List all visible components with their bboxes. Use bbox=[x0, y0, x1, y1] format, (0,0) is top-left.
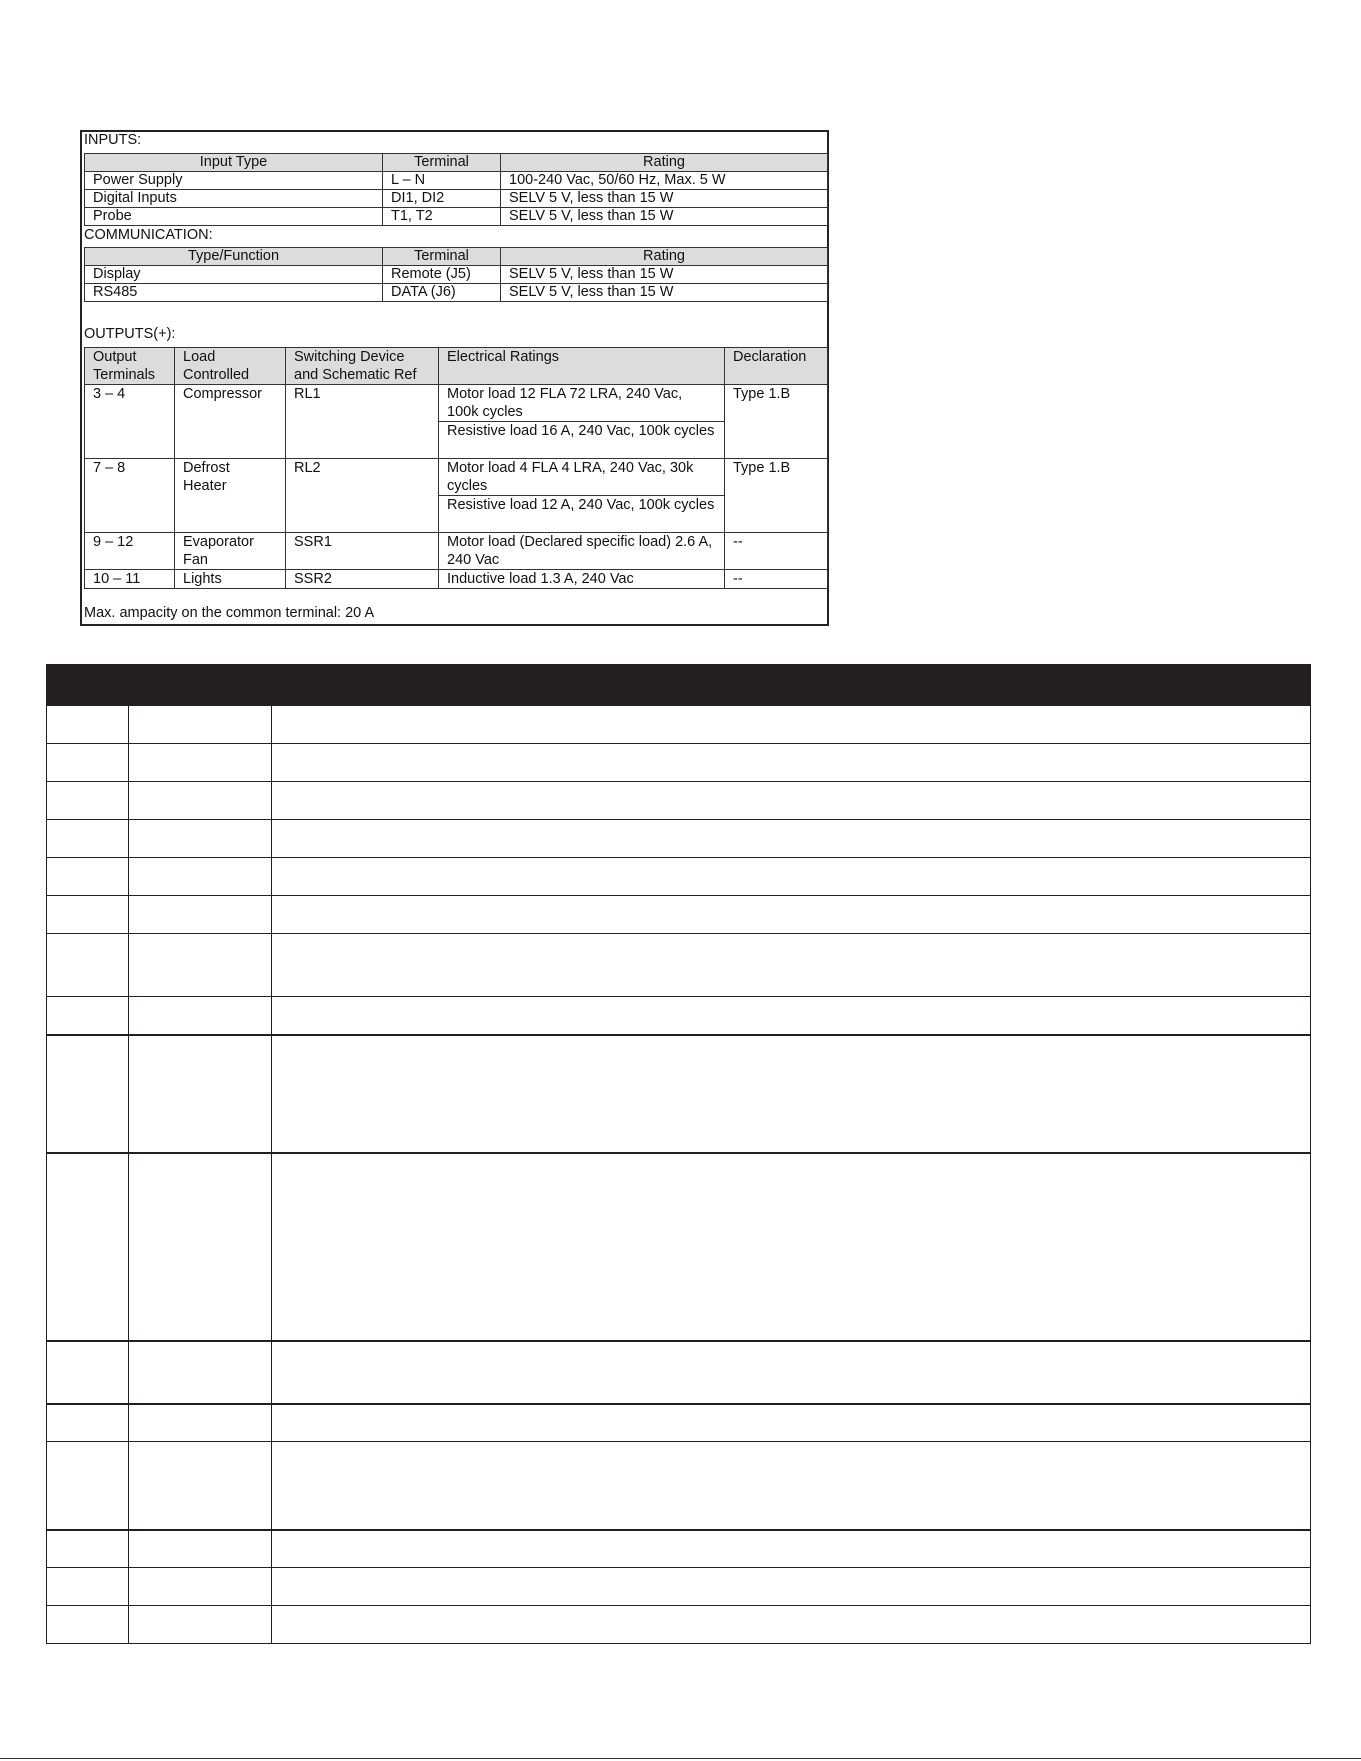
table-cell: 7 – 8 bbox=[85, 459, 175, 533]
table-cell: RL1 bbox=[286, 385, 439, 459]
table-cell: T1, T2 bbox=[383, 208, 501, 226]
table-cell: RL2 bbox=[286, 459, 439, 533]
table-cell bbox=[47, 934, 129, 997]
table-cell: SELV 5 V, less than 15 W bbox=[501, 284, 828, 302]
table-cell bbox=[272, 934, 1311, 997]
table-cell: Power Supply bbox=[85, 172, 383, 190]
table-cell: SSR2 bbox=[286, 570, 439, 589]
table-cell: 3 – 4 bbox=[85, 385, 175, 459]
table-cell bbox=[129, 934, 272, 997]
column-header: Terminal bbox=[383, 154, 501, 172]
table-row bbox=[47, 1568, 1311, 1606]
table-cell bbox=[272, 1153, 1311, 1341]
table-cell: Motor load 4 FLA 4 LRA, 240 Vac, 30k cycles bbox=[439, 459, 725, 496]
table-header-row bbox=[85, 348, 828, 385]
table-row bbox=[47, 1530, 1311, 1568]
table-header-row bbox=[85, 248, 828, 266]
table-cell bbox=[272, 744, 1311, 782]
table-row bbox=[85, 284, 828, 302]
table-cell bbox=[129, 1606, 272, 1644]
inputs-title: INPUTS: bbox=[84, 132, 142, 148]
column-header: Rating bbox=[501, 154, 828, 172]
table-row bbox=[85, 570, 828, 589]
common-terminal-note: Max. ampacity on the common terminal: 20 A bbox=[84, 605, 375, 621]
table-cell bbox=[272, 706, 1311, 744]
column-header bbox=[129, 665, 272, 706]
table-cell bbox=[129, 706, 272, 744]
table-cell: Motor load 12 FLA 72 LRA, 240 Vac, 100k cycles bbox=[439, 385, 725, 422]
table-cell: -- bbox=[725, 570, 828, 589]
table-cell bbox=[47, 744, 129, 782]
table-row bbox=[47, 1442, 1311, 1530]
table-cell: SELV 5 V, less than 15 W bbox=[501, 266, 828, 284]
table-cell: 100-240 Vac, 50/60 Hz, Max. 5 W bbox=[501, 172, 828, 190]
table-row bbox=[47, 997, 1311, 1035]
outputs-table bbox=[84, 347, 828, 589]
table-cell bbox=[129, 1442, 272, 1530]
table-cell bbox=[272, 858, 1311, 896]
table-cell bbox=[129, 858, 272, 896]
table-row bbox=[47, 782, 1311, 820]
table-cell bbox=[47, 1530, 129, 1568]
table-cell bbox=[272, 1442, 1311, 1530]
table-cell bbox=[129, 820, 272, 858]
table-cell bbox=[47, 1404, 129, 1442]
table-cell bbox=[47, 858, 129, 896]
table-cell bbox=[272, 1530, 1311, 1568]
table-cell bbox=[129, 782, 272, 820]
table-cell: Resistive load 12 A, 240 Vac, 100k cycles bbox=[439, 496, 725, 533]
table-row bbox=[47, 1404, 1311, 1442]
table-cell bbox=[272, 782, 1311, 820]
table-cell bbox=[47, 1442, 129, 1530]
table-cell bbox=[272, 896, 1311, 934]
page-footer-rule bbox=[0, 1758, 1361, 1759]
table-cell bbox=[272, 1404, 1311, 1442]
table-cell: DI1, DI2 bbox=[383, 190, 501, 208]
column-header: Input Type bbox=[85, 154, 383, 172]
table-row bbox=[85, 172, 828, 190]
column-header: Electrical Ratings bbox=[439, 348, 725, 385]
table-cell bbox=[129, 744, 272, 782]
column-header bbox=[272, 665, 1311, 706]
table-cell bbox=[129, 1153, 272, 1341]
table-row bbox=[85, 190, 828, 208]
table-cell: Defrost Heater bbox=[175, 459, 286, 533]
column-header: Type/Function bbox=[85, 248, 383, 266]
electrical-spec-box bbox=[80, 130, 829, 626]
column-header: Switching Device and Schematic Ref bbox=[286, 348, 439, 385]
table-row bbox=[47, 1606, 1311, 1644]
table-row bbox=[85, 533, 828, 570]
table-cell bbox=[129, 1035, 272, 1153]
table-cell: RS485 bbox=[85, 284, 383, 302]
table-cell: Remote (J5) bbox=[383, 266, 501, 284]
table-cell bbox=[47, 1153, 129, 1341]
table-row bbox=[47, 1153, 1311, 1341]
table-cell bbox=[47, 1568, 129, 1606]
table-cell: Probe bbox=[85, 208, 383, 226]
table-cell bbox=[47, 706, 129, 744]
column-header: Load Controlled bbox=[175, 348, 286, 385]
column-header: Terminal bbox=[383, 248, 501, 266]
column-header: Output Terminals bbox=[85, 348, 175, 385]
table-cell bbox=[129, 1341, 272, 1404]
table-header-row bbox=[47, 665, 1311, 706]
table-row bbox=[47, 1341, 1311, 1404]
outputs-title: OUTPUTS(+): bbox=[84, 326, 176, 342]
table-cell: Inductive load 1.3 A, 240 Vac bbox=[439, 570, 725, 589]
table-row bbox=[47, 744, 1311, 782]
blank-form-table bbox=[46, 664, 1311, 1644]
table-cell bbox=[272, 997, 1311, 1035]
column-header: Declaration bbox=[725, 348, 828, 385]
table-cell bbox=[272, 820, 1311, 858]
table-cell: 9 – 12 bbox=[85, 533, 175, 570]
table-cell bbox=[47, 1035, 129, 1153]
table-cell bbox=[47, 1341, 129, 1404]
table-row bbox=[85, 266, 828, 284]
table-cell: Digital Inputs bbox=[85, 190, 383, 208]
table-cell: Type 1.B bbox=[725, 385, 828, 459]
table-row bbox=[47, 934, 1311, 997]
table-row bbox=[85, 385, 828, 422]
table-cell: -- bbox=[725, 533, 828, 570]
table-cell: Evaporator Fan bbox=[175, 533, 286, 570]
table-cell: Type 1.B bbox=[725, 459, 828, 533]
table-cell bbox=[47, 997, 129, 1035]
table-row bbox=[85, 208, 828, 226]
table-cell bbox=[47, 896, 129, 934]
table-cell: SELV 5 V, less than 15 W bbox=[501, 190, 828, 208]
table-cell: Resistive load 16 A, 240 Vac, 100k cycles bbox=[439, 422, 725, 459]
table-cell: DATA (J6) bbox=[383, 284, 501, 302]
column-header bbox=[47, 665, 129, 706]
table-row bbox=[85, 459, 828, 496]
table-cell bbox=[272, 1035, 1311, 1153]
table-cell bbox=[47, 820, 129, 858]
table-header-row bbox=[85, 154, 828, 172]
table-row bbox=[47, 858, 1311, 896]
table-cell bbox=[129, 1404, 272, 1442]
table-cell: 10 – 11 bbox=[85, 570, 175, 589]
table-cell: SSR1 bbox=[286, 533, 439, 570]
table-cell bbox=[129, 1568, 272, 1606]
table-cell: SELV 5 V, less than 15 W bbox=[501, 208, 828, 226]
table-cell bbox=[129, 997, 272, 1035]
table-cell bbox=[47, 782, 129, 820]
table-cell bbox=[272, 1606, 1311, 1644]
table-cell: Motor load (Declared specific load) 2.6 A, 240 Vac bbox=[439, 533, 725, 570]
table-row bbox=[47, 1035, 1311, 1153]
table-cell: Display bbox=[85, 266, 383, 284]
table-row bbox=[47, 820, 1311, 858]
table-row bbox=[47, 896, 1311, 934]
table-cell bbox=[129, 1530, 272, 1568]
table-cell: L – N bbox=[383, 172, 501, 190]
table-row bbox=[47, 706, 1311, 744]
table-cell: Lights bbox=[175, 570, 286, 589]
communication-title: COMMUNICATION: bbox=[84, 227, 213, 243]
table-cell bbox=[47, 1606, 129, 1644]
communication-table bbox=[84, 247, 828, 302]
table-cell: Compressor bbox=[175, 385, 286, 459]
column-header: Rating bbox=[501, 248, 828, 266]
inputs-table bbox=[84, 153, 828, 226]
table-cell bbox=[272, 1341, 1311, 1404]
table-cell bbox=[272, 1568, 1311, 1606]
table-cell bbox=[129, 896, 272, 934]
